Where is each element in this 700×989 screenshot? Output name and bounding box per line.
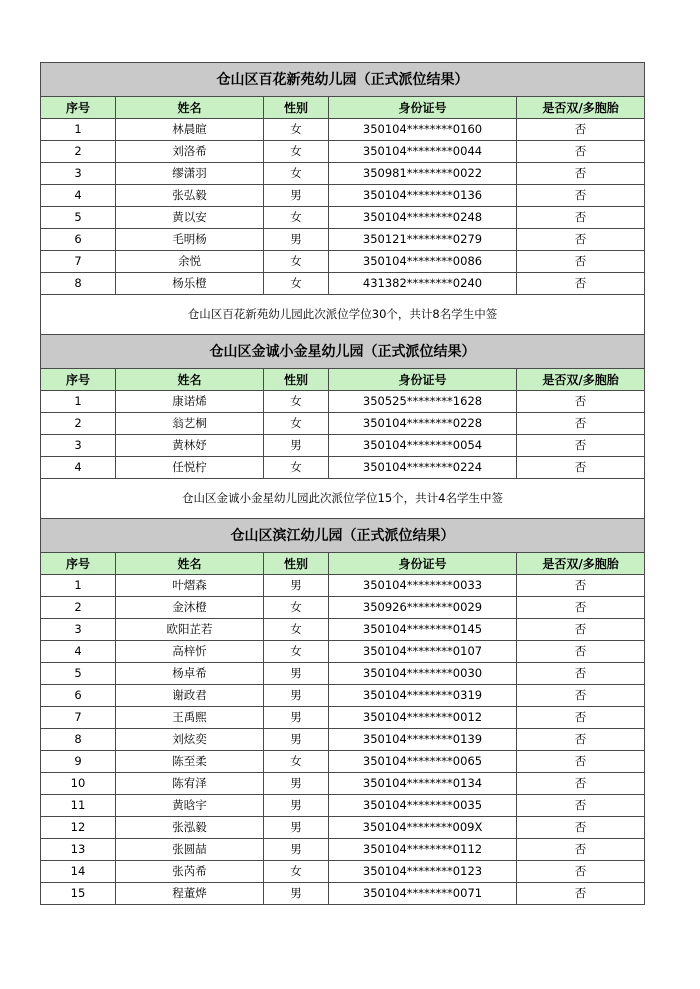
col-name-cell: 任悦柠 — [116, 457, 264, 479]
col-name-cell: 缪潇羽 — [116, 163, 264, 185]
col-twins-cell: 否 — [517, 685, 645, 707]
col-gender-cell: 男 — [264, 817, 329, 839]
section-title-row — [41, 63, 645, 97]
col-id-number-cell: 431382********0240 — [329, 273, 517, 295]
table-row — [41, 207, 645, 229]
table-row — [41, 141, 645, 163]
col-gender-cell: 女 — [264, 163, 329, 185]
table-row — [41, 229, 645, 251]
col-name-cell: 刘洛希 — [116, 141, 264, 163]
col-index-cell: 8 — [41, 729, 116, 751]
col-gender-cell: 女 — [264, 413, 329, 435]
table-row — [41, 619, 645, 641]
col-id-number-cell: 350104********0071 — [329, 883, 517, 905]
header-col-twins: 是否双/多胞胎 — [517, 369, 645, 391]
col-name-cell: 余悦 — [116, 251, 264, 273]
col-name-cell: 杨乐橙 — [116, 273, 264, 295]
table-row — [41, 641, 645, 663]
col-gender-cell: 女 — [264, 141, 329, 163]
col-twins-cell: 否 — [517, 251, 645, 273]
col-index-cell: 2 — [41, 141, 116, 163]
table-row — [41, 707, 645, 729]
col-name-cell: 康诺烯 — [116, 391, 264, 413]
col-index-cell: 5 — [41, 663, 116, 685]
col-id-number-cell: 350104********0248 — [329, 207, 517, 229]
col-twins-cell: 否 — [517, 229, 645, 251]
col-id-number-cell: 350104********0030 — [329, 663, 517, 685]
col-gender-cell: 女 — [264, 391, 329, 413]
header-col-index: 序号 — [41, 369, 116, 391]
col-name-cell: 谢政君 — [116, 685, 264, 707]
col-id-number-cell: 350104********0044 — [329, 141, 517, 163]
column-header-row — [41, 97, 645, 119]
section-summary: 仓山区金诚小金星幼儿园此次派位学位15个，共计4名学生中签 — [41, 479, 645, 519]
column-header-row — [41, 553, 645, 575]
col-gender-cell: 男 — [264, 435, 329, 457]
col-id-number-cell: 350926********0029 — [329, 597, 517, 619]
col-gender-cell: 女 — [264, 619, 329, 641]
table-row — [41, 817, 645, 839]
col-index-cell: 4 — [41, 185, 116, 207]
col-index-cell: 1 — [41, 119, 116, 141]
col-index-cell: 6 — [41, 685, 116, 707]
col-twins-cell: 否 — [517, 119, 645, 141]
col-gender-cell: 男 — [264, 707, 329, 729]
col-index-cell: 4 — [41, 641, 116, 663]
col-id-number-cell: 350104********0035 — [329, 795, 517, 817]
col-index-cell: 14 — [41, 861, 116, 883]
col-gender-cell: 女 — [264, 207, 329, 229]
col-twins-cell: 否 — [517, 883, 645, 905]
col-twins-cell: 否 — [517, 141, 645, 163]
table-row — [41, 685, 645, 707]
header-col-twins: 是否双/多胞胎 — [517, 97, 645, 119]
results-table — [40, 62, 645, 905]
col-twins-cell: 否 — [517, 773, 645, 795]
col-twins-cell: 否 — [517, 207, 645, 229]
col-id-number-cell: 350104********009X — [329, 817, 517, 839]
col-name-cell: 黄以安 — [116, 207, 264, 229]
col-gender-cell: 女 — [264, 751, 329, 773]
col-twins-cell: 否 — [517, 457, 645, 479]
header-col-gender: 性别 — [264, 97, 329, 119]
table-row — [41, 663, 645, 685]
col-name-cell: 程董烨 — [116, 883, 264, 905]
col-index-cell: 4 — [41, 457, 116, 479]
col-gender-cell: 男 — [264, 883, 329, 905]
table-row — [41, 839, 645, 861]
col-index-cell: 2 — [41, 413, 116, 435]
header-col-id-number: 身份证号 — [329, 553, 517, 575]
col-id-number-cell: 350104********0139 — [329, 729, 517, 751]
col-twins-cell: 否 — [517, 185, 645, 207]
table-row — [41, 251, 645, 273]
col-index-cell: 11 — [41, 795, 116, 817]
col-id-number-cell: 350104********0228 — [329, 413, 517, 435]
col-index-cell: 1 — [41, 391, 116, 413]
col-gender-cell: 男 — [264, 685, 329, 707]
header-col-id-number: 身份证号 — [329, 97, 517, 119]
col-twins-cell: 否 — [517, 861, 645, 883]
section-title-row — [41, 519, 645, 553]
section-title: 仓山区百花新苑幼儿园（正式派位结果） — [41, 63, 645, 97]
header-col-index: 序号 — [41, 553, 116, 575]
col-twins-cell: 否 — [517, 413, 645, 435]
section-title: 仓山区金诚小金星幼儿园（正式派位结果） — [41, 335, 645, 369]
col-id-number-cell: 350104********0145 — [329, 619, 517, 641]
header-col-id-number: 身份证号 — [329, 369, 517, 391]
header-col-index: 序号 — [41, 97, 116, 119]
col-id-number-cell: 350104********0160 — [329, 119, 517, 141]
table-row — [41, 273, 645, 295]
col-id-number-cell: 350104********0054 — [329, 435, 517, 457]
table-row — [41, 457, 645, 479]
col-gender-cell: 女 — [264, 251, 329, 273]
table-row — [41, 435, 645, 457]
section-summary-row — [41, 479, 645, 519]
table-row — [41, 391, 645, 413]
col-id-number-cell: 350104********0107 — [329, 641, 517, 663]
col-gender-cell: 男 — [264, 663, 329, 685]
header-col-name: 姓名 — [116, 553, 264, 575]
col-twins-cell: 否 — [517, 435, 645, 457]
col-name-cell: 张芮希 — [116, 861, 264, 883]
col-index-cell: 6 — [41, 229, 116, 251]
col-name-cell: 张圆喆 — [116, 839, 264, 861]
col-twins-cell: 否 — [517, 273, 645, 295]
col-index-cell: 8 — [41, 273, 116, 295]
table-row — [41, 575, 645, 597]
col-index-cell: 3 — [41, 435, 116, 457]
col-name-cell: 王禹熙 — [116, 707, 264, 729]
col-twins-cell: 否 — [517, 163, 645, 185]
col-name-cell: 刘炫奕 — [116, 729, 264, 751]
col-name-cell: 杨卓希 — [116, 663, 264, 685]
header-col-name: 姓名 — [116, 369, 264, 391]
col-name-cell: 金沐橙 — [116, 597, 264, 619]
col-id-number-cell: 350981********0022 — [329, 163, 517, 185]
table-row — [41, 773, 645, 795]
column-header-row — [41, 369, 645, 391]
col-gender-cell: 男 — [264, 795, 329, 817]
col-gender-cell: 女 — [264, 457, 329, 479]
header-col-name: 姓名 — [116, 97, 264, 119]
col-twins-cell: 否 — [517, 751, 645, 773]
col-gender-cell: 男 — [264, 185, 329, 207]
col-twins-cell: 否 — [517, 619, 645, 641]
section-title: 仓山区滨江幼儿园（正式派位结果） — [41, 519, 645, 553]
table-row — [41, 861, 645, 883]
table-row — [41, 751, 645, 773]
col-id-number-cell: 350104********0112 — [329, 839, 517, 861]
col-name-cell: 高梓忻 — [116, 641, 264, 663]
col-index-cell: 13 — [41, 839, 116, 861]
col-twins-cell: 否 — [517, 663, 645, 685]
col-twins-cell: 否 — [517, 391, 645, 413]
col-name-cell: 毛明杨 — [116, 229, 264, 251]
col-id-number-cell: 350104********0033 — [329, 575, 517, 597]
table-row — [41, 795, 645, 817]
table-row — [41, 597, 645, 619]
col-twins-cell: 否 — [517, 839, 645, 861]
col-gender-cell: 男 — [264, 229, 329, 251]
col-twins-cell: 否 — [517, 707, 645, 729]
section-summary: 仓山区百花新苑幼儿园此次派位学位30个，共计8名学生中签 — [41, 295, 645, 335]
section-title-row — [41, 335, 645, 369]
table-row — [41, 119, 645, 141]
col-name-cell: 欧阳芷若 — [116, 619, 264, 641]
col-name-cell: 陈至柔 — [116, 751, 264, 773]
col-twins-cell: 否 — [517, 817, 645, 839]
col-id-number-cell: 350121********0279 — [329, 229, 517, 251]
col-index-cell: 5 — [41, 207, 116, 229]
col-index-cell: 2 — [41, 597, 116, 619]
col-twins-cell: 否 — [517, 795, 645, 817]
col-gender-cell: 男 — [264, 839, 329, 861]
table-row — [41, 185, 645, 207]
col-gender-cell: 女 — [264, 273, 329, 295]
table-row — [41, 163, 645, 185]
col-index-cell: 3 — [41, 619, 116, 641]
col-id-number-cell: 350104********0123 — [329, 861, 517, 883]
section-summary-row — [41, 295, 645, 335]
col-gender-cell: 女 — [264, 641, 329, 663]
col-index-cell: 3 — [41, 163, 116, 185]
col-id-number-cell: 350104********0134 — [329, 773, 517, 795]
header-col-twins: 是否双/多胞胎 — [517, 553, 645, 575]
col-name-cell: 黄林妤 — [116, 435, 264, 457]
col-gender-cell: 女 — [264, 597, 329, 619]
col-index-cell: 15 — [41, 883, 116, 905]
col-id-number-cell: 350104********0012 — [329, 707, 517, 729]
col-twins-cell: 否 — [517, 597, 645, 619]
col-index-cell: 9 — [41, 751, 116, 773]
col-gender-cell: 男 — [264, 773, 329, 795]
col-name-cell: 叶熠森 — [116, 575, 264, 597]
col-id-number-cell: 350104********0065 — [329, 751, 517, 773]
col-gender-cell: 女 — [264, 861, 329, 883]
col-index-cell: 12 — [41, 817, 116, 839]
table-row — [41, 413, 645, 435]
col-id-number-cell: 350104********0136 — [329, 185, 517, 207]
col-twins-cell: 否 — [517, 575, 645, 597]
col-name-cell: 黄晗宇 — [116, 795, 264, 817]
header-col-gender: 性别 — [264, 553, 329, 575]
table-row — [41, 883, 645, 905]
col-gender-cell: 女 — [264, 119, 329, 141]
col-twins-cell: 否 — [517, 641, 645, 663]
col-id-number-cell: 350104********0224 — [329, 457, 517, 479]
col-gender-cell: 男 — [264, 729, 329, 751]
col-id-number-cell: 350104********0086 — [329, 251, 517, 273]
header-col-gender: 性别 — [264, 369, 329, 391]
allocation-results-sheet — [40, 62, 644, 905]
col-name-cell: 林晨暄 — [116, 119, 264, 141]
col-name-cell: 张弘毅 — [116, 185, 264, 207]
col-name-cell: 陈宥泽 — [116, 773, 264, 795]
table-row — [41, 729, 645, 751]
col-index-cell: 1 — [41, 575, 116, 597]
col-twins-cell: 否 — [517, 729, 645, 751]
col-id-number-cell: 350525********1628 — [329, 391, 517, 413]
col-id-number-cell: 350104********0319 — [329, 685, 517, 707]
col-name-cell: 翁艺桐 — [116, 413, 264, 435]
col-index-cell: 7 — [41, 707, 116, 729]
col-index-cell: 7 — [41, 251, 116, 273]
col-index-cell: 10 — [41, 773, 116, 795]
col-name-cell: 张泓毅 — [116, 817, 264, 839]
col-gender-cell: 男 — [264, 575, 329, 597]
